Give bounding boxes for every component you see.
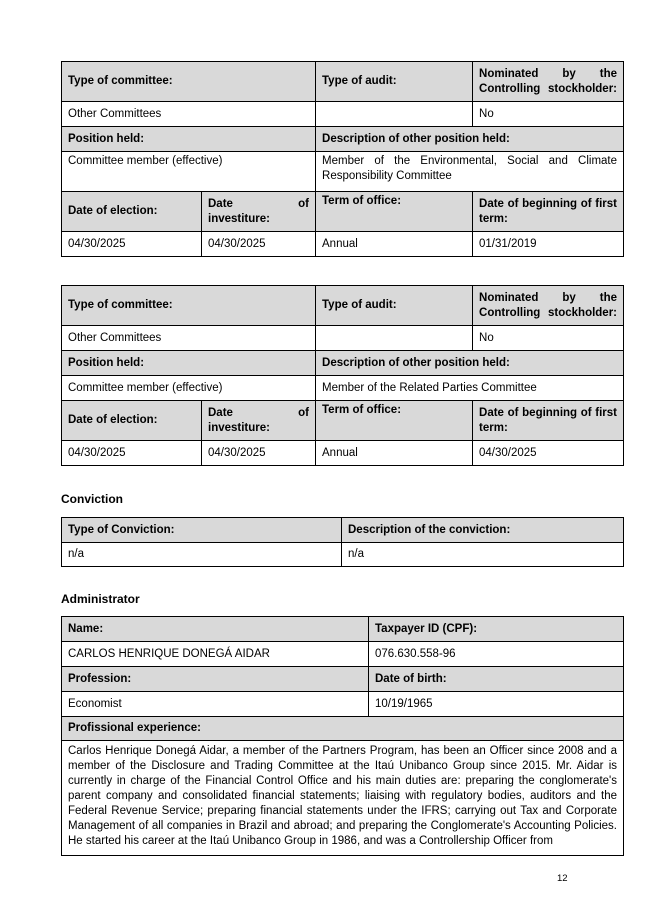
birth-label: Date of birth: [369, 667, 624, 692]
nominated-value: No [473, 326, 624, 351]
profession-label: Profession: [62, 667, 369, 692]
name-value: CARLOS HENRIQUE DONEGÁ AIDAR [62, 642, 369, 667]
conviction-description-label: Description of the conviction: [342, 518, 624, 543]
experience-text: Carlos Henrique Donegá Aidar, a member of the Partners Program, has been an Officer since 2008 and a member of the Disclosure and Trading Committee at the Itaú Unibanco Group since 2015. Mr. Aidar is currently in charge of the Financial Control Office and his main duties are: preparing the conglomerate's parent company and consolidated financial statements; liaising with regulatory bodies, auditors and the Federal Revenue Service; preparing financial statements under the IFRS; carrying out Tax and Corporate Management of all companies in Brazil and abroad; and preparing the Conglomerate's Accounting Policies. He started his career at the Itaú Unibanco Group in 1986, and was a Controllership Officer from [62, 741, 624, 856]
nominated-label: Nominated by the Controlling stockholder: [473, 286, 624, 326]
audit-value [316, 326, 473, 351]
description-value: Member of the Environmental, Social and Climate Responsibility Committee [316, 152, 624, 192]
investiture-value: 04/30/2025 [202, 232, 316, 257]
description-label: Description of other position held: [316, 127, 624, 152]
conviction-description-value: n/a [342, 543, 624, 567]
position-value: Committee member (effective) [62, 152, 316, 192]
conviction-type-value: n/a [62, 543, 342, 567]
committee-value: Other Committees [62, 326, 316, 351]
first-term-label: Date of beginning of first term: [473, 401, 624, 441]
description-value: Member of the Related Parties Committee [316, 376, 624, 401]
investiture-label: Date of investiture: [202, 401, 316, 441]
position-value: Committee member (effective) [62, 376, 316, 401]
term-label: Term of office: [316, 192, 473, 232]
conviction-table [61, 517, 624, 567]
page-number: 12 [557, 873, 568, 884]
term-label: Term of office: [316, 401, 473, 441]
description-label: Description of other position held: [316, 351, 624, 376]
term-value: Annual [316, 232, 473, 257]
name-label: Name: [62, 617, 369, 642]
election-value: 04/30/2025 [62, 232, 202, 257]
type-of-audit-label: Type of audit: [316, 286, 473, 326]
audit-value [316, 102, 473, 127]
conviction-heading: Conviction [61, 492, 123, 506]
administrator-table [61, 616, 624, 856]
birth-value: 10/19/1965 [369, 692, 624, 717]
committee-value: Other Committees [62, 102, 316, 127]
type-of-audit-label: Type of audit: [316, 62, 473, 102]
election-value: 04/30/2025 [62, 441, 202, 466]
committee-table-2 [61, 285, 624, 466]
cpf-label: Taxpayer ID (CPF): [369, 617, 624, 642]
first-term-label: Date of beginning of first term: [473, 192, 624, 232]
experience-label: Profissional experience: [62, 717, 624, 741]
position-label: Position held: [62, 127, 316, 152]
first-term-value: 04/30/2025 [473, 441, 624, 466]
election-label: Date of election: [62, 192, 202, 232]
nominated-label: Nominated by the Controlling stockholder: [473, 62, 624, 102]
administrator-heading: Administrator [61, 592, 140, 606]
conviction-type-label: Type of Conviction: [62, 518, 342, 543]
type-of-committee-label: Type of committee: [62, 286, 316, 326]
nominated-value: No [473, 102, 624, 127]
type-of-committee-label: Type of committee: [62, 62, 316, 102]
position-label: Position held: [62, 351, 316, 376]
profession-value: Economist [62, 692, 369, 717]
cpf-value: 076.630.558-96 [369, 642, 624, 667]
first-term-value: 01/31/2019 [473, 232, 624, 257]
election-label: Date of election: [62, 401, 202, 441]
committee-table-1 [61, 61, 624, 257]
investiture-label: Date of investiture: [202, 192, 316, 232]
term-value: Annual [316, 441, 473, 466]
investiture-value: 04/30/2025 [202, 441, 316, 466]
